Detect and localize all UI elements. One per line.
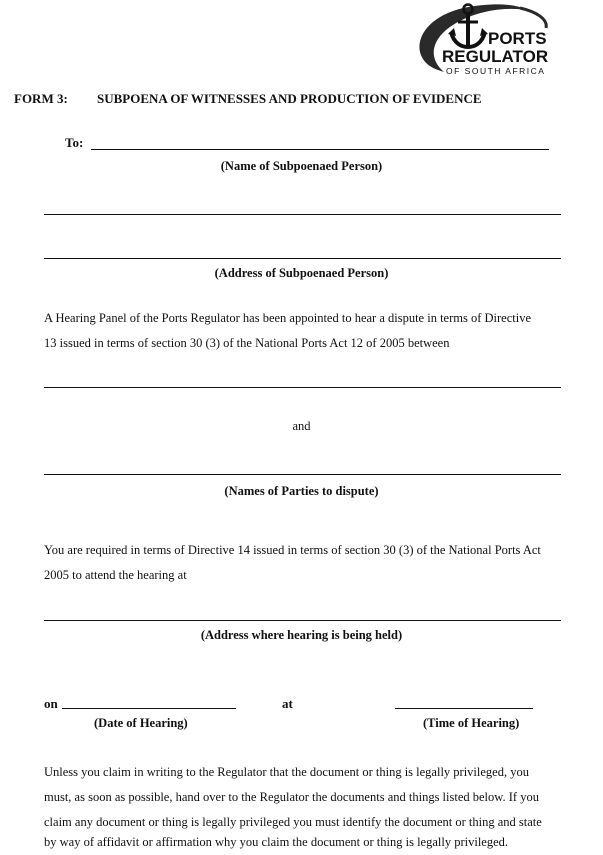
paragraph-3-line-2: must, as soon as possible, hand over to the Regulator the documents and things listed below. If you (44, 790, 539, 804)
paragraph-2-line-2: 2005 to attend the hearing at (44, 568, 187, 582)
paragraph-3-line-4: by way of affidavit or affirmation why you claim the document or thing is legally privileged. (44, 835, 509, 849)
form-number: FORM 3: (14, 91, 68, 106)
address-line-2[interactable] (44, 258, 561, 259)
on-label: on (44, 696, 58, 711)
at-label: at (282, 696, 293, 711)
logo-text-regulator: REGULATOR (442, 47, 549, 66)
hearing-address-field[interactable] (44, 620, 561, 621)
paragraph-3-line-1: Unless you claim in writing to the Regulator that the document or thing is legally privileged, you (44, 765, 529, 779)
paragraph-3-line-3: claim any document or thing is legally privileged you must identify the document or thing and state (44, 815, 542, 829)
caption-time: (Time of Hearing) (423, 716, 520, 730)
paragraph-2-line-1: You are required in terms of Directive 14 issued in terms of section 30 (3) of the National Ports Act (44, 543, 541, 557)
party-2-field[interactable] (44, 474, 561, 475)
caption-address: (Address of Subpoenaed Person) (214, 266, 389, 280)
caption-hearing-address: (Address where hearing is being held) (200, 628, 403, 642)
address-line-1[interactable] (44, 214, 561, 215)
recipient-name-field[interactable] (91, 149, 549, 150)
date-field[interactable] (62, 708, 236, 709)
time-field[interactable] (395, 708, 533, 709)
form-title: SUBPOENA OF WITNESSES AND PRODUCTION OF EVIDENCE (97, 91, 482, 106)
caption-name: (Name of Subpoenaed Person) (220, 159, 383, 173)
party-1-field[interactable] (44, 387, 561, 388)
logo-text-country: OF SOUTH AFRICA (446, 66, 546, 76)
logo-text-ports: PORTS (488, 29, 547, 48)
and-word: and (292, 419, 311, 433)
paragraph-1-line-1: A Hearing Panel of the Ports Regulator has been appointed to hear a dispute in terms of Directive (44, 311, 532, 325)
paragraph-1-line-2: 13 issued in terms of section 30 (3) of the National Ports Act 12 of 2005 between (44, 336, 450, 350)
to-label: To: (65, 135, 84, 150)
caption-date: (Date of Hearing) (94, 716, 188, 730)
ports-regulator-logo (408, 0, 558, 80)
anchor-icon (448, 2, 488, 50)
caption-parties: (Names of Parties to dispute) (224, 484, 379, 498)
